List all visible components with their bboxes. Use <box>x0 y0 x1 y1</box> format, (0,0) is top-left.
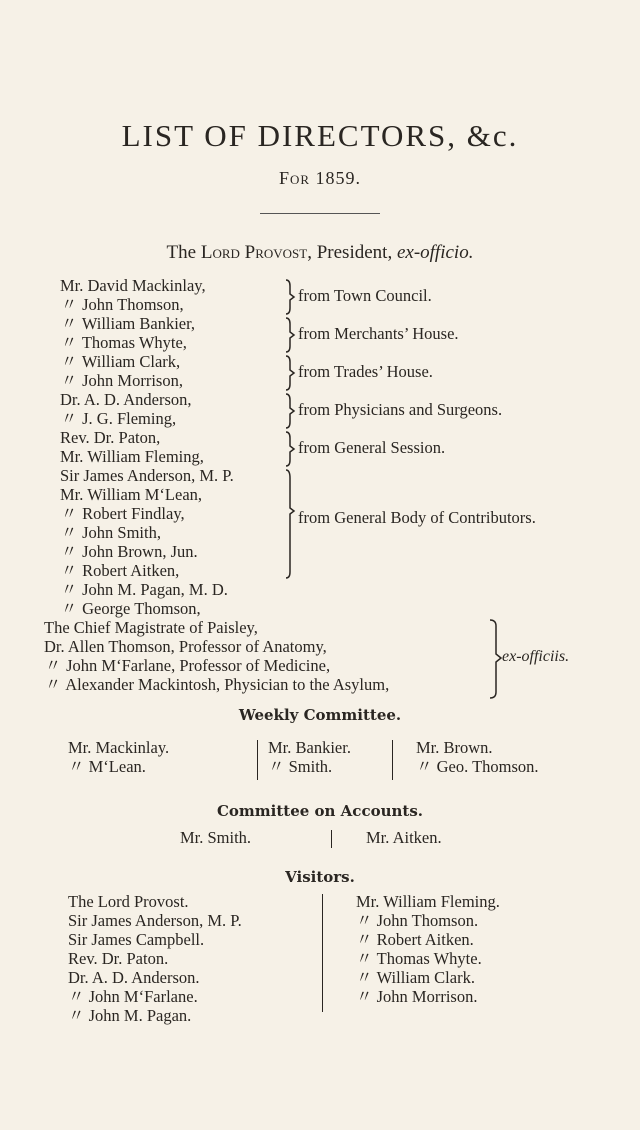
weekly-col-2-line-2: 〃 Smith. <box>268 757 333 776</box>
weekly-committee-heading: Weekly Committee. <box>238 706 402 724</box>
ex-officio-member-title: 〃 <box>44 656 62 675</box>
brace-town-council <box>286 280 294 314</box>
director-row <box>60 504 234 523</box>
weekly-divider-2 <box>392 740 393 780</box>
director-name: David Mackinlay, <box>87 276 206 295</box>
group-merchants: from Merchants’ House. <box>298 324 459 343</box>
director-title: 〃 <box>60 504 78 523</box>
director-name: Robert Aitken, <box>82 561 180 580</box>
director-row <box>60 333 234 352</box>
director-name: William M‘Lean, <box>87 485 203 504</box>
director-name: George Thomson, <box>82 599 201 618</box>
divider-rule <box>260 213 380 214</box>
accounts-committee-heading: Committee on Accounts. <box>216 802 423 820</box>
ex-officio-list <box>44 618 389 694</box>
ex-officio-member-row <box>44 618 389 637</box>
group-session: from General Session. <box>298 438 446 457</box>
brace-contributors <box>286 470 294 578</box>
director-row <box>60 428 234 447</box>
ex-officio-member-name: Allen Thomson, Professor of Anatomy, <box>67 637 327 656</box>
president-line <box>0 242 640 264</box>
group-trades: from Trades’ House. <box>298 362 433 381</box>
weekly-col-3-line-2: 〃 Geo. Thomson. <box>416 757 539 776</box>
director-title: Mr. <box>60 447 84 466</box>
page-title: LIST OF DIRECTORS, &c. <box>121 118 519 153</box>
visitor-right-line: 〃 John Thomson. <box>356 911 479 930</box>
ex-officio-member-row <box>44 637 389 656</box>
director-title: 〃 <box>60 523 78 542</box>
ex-officio-member-title: 〃 <box>44 675 62 694</box>
page-subtitle: For 1859. <box>278 168 362 188</box>
director-name: Dr. Paton, <box>93 428 161 447</box>
accounts-left: Mr. Smith. <box>180 828 252 847</box>
weekly-col-3 <box>416 738 539 776</box>
director-title: Dr. <box>60 390 81 409</box>
director-name: William Bankier, <box>81 314 196 333</box>
director-row <box>60 485 234 504</box>
director-name: John Brown, Jun. <box>82 542 198 561</box>
group-contributors: from General Body of Contributors. <box>298 508 536 527</box>
director-title: 〃 <box>60 580 78 599</box>
brace-merchants <box>286 318 294 352</box>
visitor-right-line: 〃 John Morrison. <box>356 987 478 1006</box>
weekly-col-1-line-1: Mr. Mackinlay. <box>68 738 170 757</box>
weekly-divider-1 <box>257 740 258 780</box>
director-title: 〃 <box>60 295 78 314</box>
director-row <box>60 523 234 542</box>
ex-officio-member-row <box>44 675 389 694</box>
director-title: Sir <box>60 466 80 485</box>
director-title: 〃 <box>60 314 78 333</box>
director-row <box>60 447 234 466</box>
director-row <box>60 409 234 428</box>
ex-officio-label: ex-officiis. <box>502 648 570 665</box>
visitors-divider <box>322 894 323 1012</box>
director-row <box>60 371 234 390</box>
visitor-left-line: Dr. A. D. Anderson. <box>68 968 200 987</box>
director-title: 〃 <box>60 409 78 428</box>
president-office: ex-officio. <box>396 242 474 263</box>
director-row <box>60 580 234 599</box>
ex-officio-member-row <box>44 656 389 675</box>
director-title: 〃 <box>60 561 78 580</box>
brace-session <box>286 432 294 466</box>
visitor-left-line: Rev. Dr. Paton. <box>68 949 169 968</box>
ex-officio-member-name: John M‘Farlane, Professor of Medicine, <box>66 656 331 675</box>
visitor-left-line: Sir James Campbell. <box>68 930 205 949</box>
director-row <box>60 352 234 371</box>
director-name: William Fleming, <box>87 447 204 466</box>
director-name: John M. Pagan, M. D. <box>82 580 228 599</box>
brace-physicians <box>286 394 294 428</box>
group-physicians: from Physicians and Surgeons. <box>298 400 503 419</box>
visitors-left <box>68 892 242 1025</box>
director-title: Mr. <box>60 485 84 504</box>
ex-officio-member-name: Chief Magistrate of Paisley, <box>73 618 258 637</box>
weekly-col-1 <box>68 738 169 776</box>
visitor-left-line: The Lord Provost. <box>68 892 189 911</box>
visitor-left-line: 〃 John M. Pagan. <box>68 1006 192 1025</box>
director-row <box>60 599 234 618</box>
ex-officio-member-title: The <box>44 618 70 637</box>
ex-officio-member-title: Dr. <box>44 637 65 656</box>
weekly-col-2-line-1: Mr. Bankier. <box>268 738 351 757</box>
president-role: , President, <box>307 242 393 263</box>
visitor-left-line: 〃 John M‘Farlane. <box>68 987 198 1006</box>
director-title: Mr. <box>60 276 84 295</box>
visitor-right-line: 〃 Thomas Whyte. <box>356 949 482 968</box>
director-name: John Smith, <box>82 523 161 542</box>
director-row <box>60 276 234 295</box>
director-name: William Clark, <box>81 352 181 371</box>
visitors-heading: Visitors. <box>285 868 355 886</box>
director-name: Robert Findlay, <box>82 504 185 523</box>
visitor-right-line: Mr. William Fleming. <box>356 892 500 911</box>
director-name: J. G. Fleming, <box>82 409 177 428</box>
director-name: John Morrison, <box>82 371 183 390</box>
director-title: 〃 <box>60 599 78 618</box>
director-row <box>60 542 234 561</box>
accounts-divider <box>331 830 332 848</box>
director-title: 〃 <box>60 542 78 561</box>
president-name: Lord Provost <box>200 242 308 263</box>
ex-officio-member-name: Alexander Mackintosh, Physician to the Asylum, <box>65 675 390 694</box>
accounts-right: Mr. Aitken. <box>366 828 442 847</box>
weekly-col-2 <box>268 738 351 776</box>
weekly-col-3-line-1: Mr. Brown. <box>416 738 493 757</box>
visitor-left-line: Sir James Anderson, M. P. <box>68 911 242 930</box>
director-name: James Anderson, M. P. <box>83 466 234 485</box>
president-prefix: The <box>166 242 197 263</box>
director-name: John Thomson, <box>82 295 184 314</box>
directors-list <box>60 276 234 618</box>
director-row <box>60 561 234 580</box>
director-row <box>60 390 234 409</box>
director-title: 〃 <box>60 333 78 352</box>
director-row <box>60 295 234 314</box>
director-title: 〃 <box>60 352 78 371</box>
visitors-right <box>356 892 500 1006</box>
weekly-col-1-line-2: 〃 M‘Lean. <box>68 757 146 776</box>
director-name: Thomas Whyte, <box>81 333 187 352</box>
director-title: 〃 <box>60 371 78 390</box>
group-town-council: from Town Council. <box>298 286 432 305</box>
director-row <box>60 466 234 485</box>
brace-trades <box>286 356 294 390</box>
visitor-right-line: 〃 William Clark. <box>356 968 475 987</box>
director-title: Rev. <box>60 428 90 447</box>
director-name: A. D. Anderson, <box>83 390 192 409</box>
director-row <box>60 314 234 333</box>
visitor-right-line: 〃 Robert Aitken. <box>356 930 474 949</box>
